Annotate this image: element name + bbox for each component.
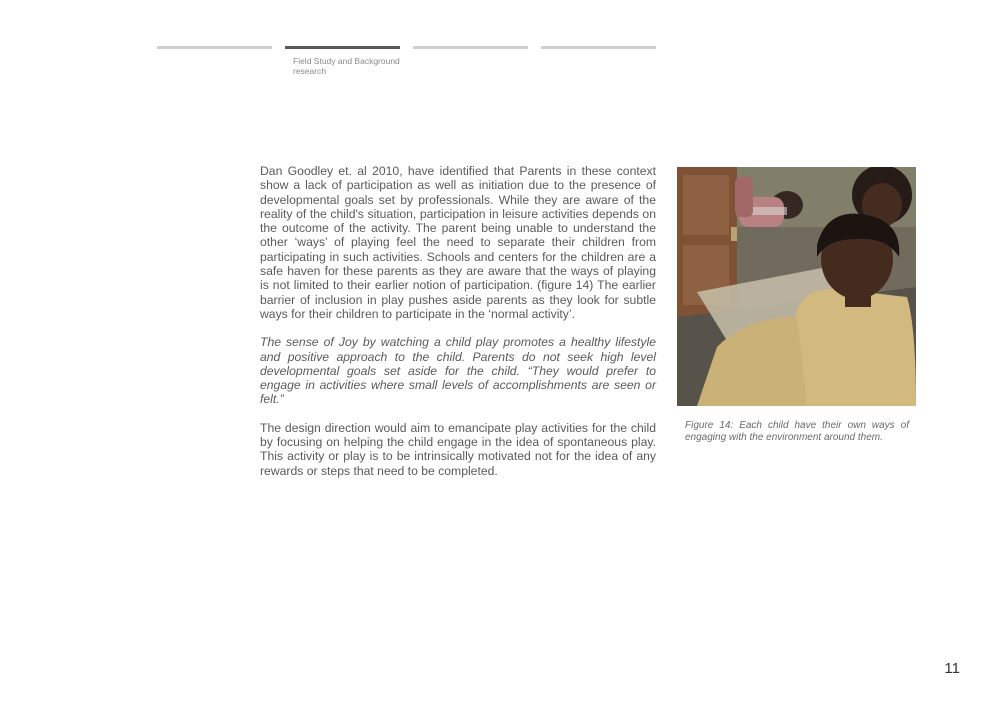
- progress-segment-3: [413, 46, 528, 49]
- children-photo-illustration: [677, 167, 916, 406]
- paragraph-1: Dan Goodley et. al 2010, have identified that Parents in these context show a lack of participation as well as initiation due to the presence of developmental goals set by professionals. While they are aware of the reality of the child's situation, participation in leisure activities depends on the outcome of the activity. The parent being unable to understand the other ‘ways’ of playing feel the need to separate their children from participating in such activities. Schools and centers for the children are a safe haven for these parents as they are aware that the ways of playing is not limited to their earlier notion of participation. (figure 14) The earlier barrier of inclusion in play pushes aside parents as they look for subtle ways for their children to participate in the ‘normal activity’.: [260, 164, 656, 321]
- progress-segment-4: [541, 46, 656, 49]
- quote-paragraph: The sense of Joy by watching a child play promotes a healthy lifestyle and positive approach to the child. Parents do not seek high level developmental goals set aside for the child. “They would prefer to engage in activities where small levels of accomplishments are seen or felt.”: [260, 335, 656, 407]
- body-text: [260, 164, 656, 492]
- figure-caption: Figure 14: Each child have their own ways of engaging with the environment around them.: [685, 420, 909, 443]
- section-label: Field Study and Background research: [293, 56, 400, 76]
- progress-segment-2-active: [285, 46, 400, 49]
- section-progress-bar: [157, 46, 657, 50]
- progress-segment-1: [157, 46, 272, 49]
- page-number: 11: [944, 660, 960, 677]
- paragraph-3: The design direction would aim to emancipate play activities for the child by focusing on helping the child engage in the idea of spontaneous play. This activity or play is to be intrinsically motivated not for the idea of any rewards or steps that need to be completed.: [260, 420, 656, 478]
- figure-14-photo: [677, 167, 916, 406]
